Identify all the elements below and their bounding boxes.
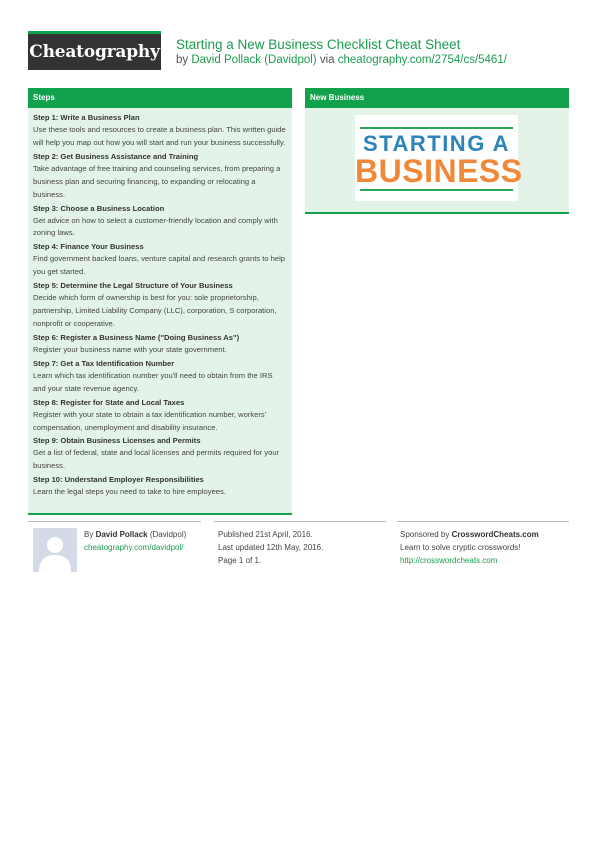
page-number: Page 1 of 1. (218, 556, 262, 565)
sponsored-prefix: Sponsored by (400, 530, 452, 539)
sponsor-name: CrosswordCheats.com (451, 530, 539, 539)
step-title: Step 7: Get a Tax Identification Number (33, 358, 175, 368)
step-title: Step 9: Obtain Business Licenses and Permits (33, 436, 201, 446)
sponsor-tagline: Learn to solve cryptic crosswords! (400, 543, 521, 552)
step-description: Learn which tax identification number you'll need to obtain from the IRS and your state revenue agency. (33, 370, 273, 393)
section-heading: New Business (305, 88, 569, 108)
footer-author-handle: (Davidpol) (147, 530, 187, 539)
user-silhouette-icon (33, 528, 77, 572)
byline (176, 54, 507, 66)
cheatography-logo[interactable] (28, 34, 161, 70)
footer-author-url[interactable]: cheatography.com/davidpol/ (84, 543, 184, 552)
logo-line-2: BUSINESS (355, 153, 523, 189)
step-description: Get a list of federal, state and local licenses and permits required for your business. (33, 448, 280, 471)
footer-author-line (84, 528, 186, 541)
step-description: Learn the legal steps you need to take to hire employees. (33, 487, 226, 497)
sheet-url-link[interactable]: cheatography.com/2754/cs/5461/ (337, 54, 507, 66)
steps-section (28, 88, 292, 515)
step-description: Register with your state to obtain a tax identification number, workers' compensation, unemployment and disability insurance. (33, 409, 267, 432)
step-title: Step 3: Choose a Business Location (33, 203, 165, 213)
new-business-section (305, 88, 569, 214)
steps-list (28, 108, 292, 499)
footer-sponsor (400, 528, 539, 567)
step-description: Decide which form of ownership is best for you: sole proprietorship, partnership, Limited Liability Company (LLC), corporation, S corporation, nonprofit or cooperative. (33, 293, 277, 328)
sponsor-url[interactable]: http://crosswordcheats.com (400, 556, 498, 565)
published-date: Published 21st April, 2016. (218, 530, 313, 539)
updated-date: Last updated 12th May, 2016. (218, 543, 324, 552)
step-description: Use these tools and resources to create a business plan. This written guide will help you map out how you will start and run your business successfully. (33, 125, 286, 147)
footer-author (84, 528, 186, 554)
byline-prefix: by (176, 54, 192, 66)
footer-author-name: David Pollack (95, 530, 148, 539)
step-title: Step 1: Write a Business Plan (33, 113, 140, 122)
step-description: Take advantage of free training and counseling services, from preparing a business plan and securing financing, to expanding or relocating a business. (33, 163, 281, 199)
step-title: Step 4: Finance Your Business (33, 242, 144, 252)
step-description: Register your business name with your state government. (33, 344, 227, 354)
footer-divider (397, 521, 569, 522)
author-avatar[interactable] (33, 528, 77, 572)
step-title: Step 6: Register a Business Name ("Doing Business As") (33, 332, 240, 342)
byline-via: via (316, 54, 338, 66)
step-title: Step 10: Understand Employer Responsibilities (33, 475, 204, 485)
footer-dates (218, 528, 323, 567)
step-description: Get advice on how to select a customer-friendly location and comply with zoning laws. (33, 215, 278, 238)
logo-bottom-rule (360, 189, 513, 191)
logo-line-1: STARTING A (363, 131, 510, 156)
footer-divider (28, 521, 201, 522)
starting-a-business-image (355, 115, 523, 201)
logo-top-rule (360, 127, 513, 129)
page-title: Starting a New Business Checklist Cheat Sheet (176, 37, 461, 52)
section-heading: Steps (28, 88, 292, 108)
footer-by: By (84, 530, 96, 539)
logo-text: Cheatography (29, 42, 160, 62)
footer-divider (214, 521, 386, 522)
step-title: Step 5: Determine the Legal Structure of Your Business (33, 281, 233, 291)
step-description: Find government backed loans, venture capital and research grants to help you get started. (33, 254, 286, 277)
sponsor-line (400, 528, 539, 541)
step-title: Step 8: Register for State and Local Taxes (33, 397, 185, 407)
author-link[interactable]: David Pollack (Davidpol) (191, 54, 317, 66)
step-title: Step 2: Get Business Assistance and Training (33, 151, 199, 161)
